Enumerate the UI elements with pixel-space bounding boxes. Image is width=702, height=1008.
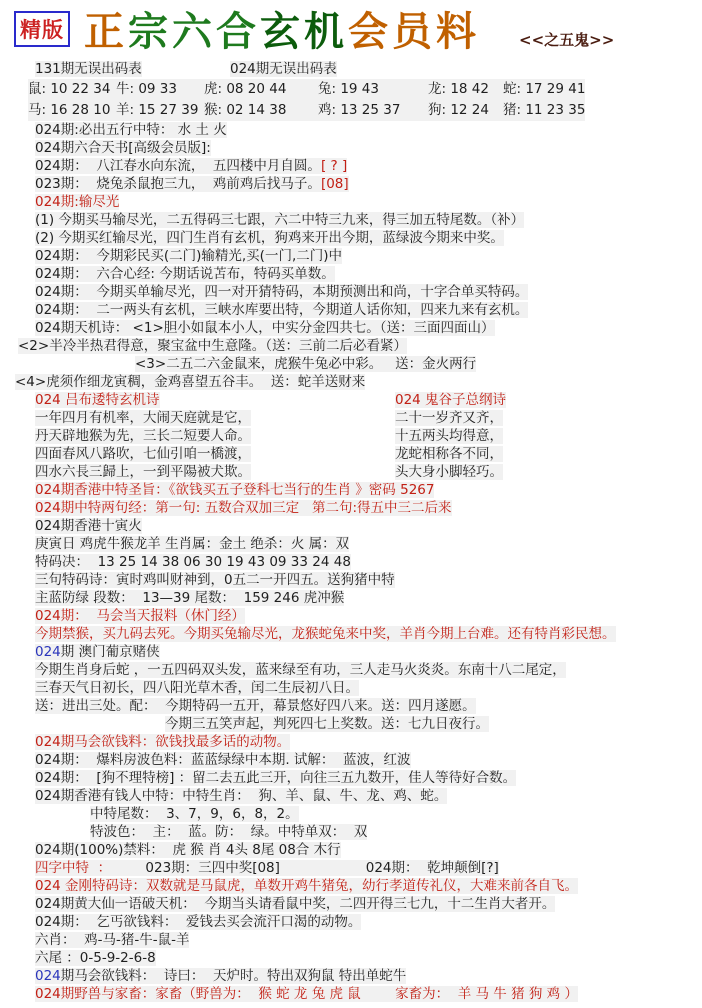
text-line xyxy=(35,751,702,769)
poem-guiguzi xyxy=(380,391,506,481)
text-line xyxy=(35,517,702,535)
text-run: 024期香港十寅火 xyxy=(35,518,142,534)
text-line xyxy=(35,175,702,193)
text-run: 期 澳门葡京赌侠 xyxy=(60,644,160,660)
title-char: 会 xyxy=(348,9,392,55)
text-run: 024期： 今期买单输尽光，四一对开猜特码，本期预测出和尚，十字合单买特码。 xyxy=(35,284,529,300)
text-run: 024期:输尽光 xyxy=(35,194,120,210)
text-run: 中特尾数： 3、7，9，6，8，2。 xyxy=(90,806,299,822)
text-run: 四字中特 ： xyxy=(35,860,112,876)
text-line xyxy=(90,805,702,823)
text-run: 特码决： 13 25 14 38 06 30 19 43 09 33 24 48 xyxy=(35,554,351,570)
text-run: 024期中特两句经：第一句: 五数合双加三定 第二句:得五中三二后来 xyxy=(35,500,452,516)
text-line xyxy=(35,247,702,265)
text-run: 024 xyxy=(35,968,61,984)
edition-label: <<之五鬼>> xyxy=(519,31,615,49)
text-run: 024期(100%)禁料： 虎 猴 肖 4头 8尾 08合 木行 xyxy=(35,842,341,858)
text-line xyxy=(395,409,506,427)
text-line xyxy=(35,499,702,517)
zodiac-cell: 猪: 11 23 35 xyxy=(503,100,585,121)
zodiac-cell: 龙: 18 42 xyxy=(428,79,503,100)
zodiac-row xyxy=(28,100,702,121)
text-line xyxy=(35,427,380,445)
text-run: 024期： 八江春水向东流， 五四楼中月自圆。 xyxy=(35,158,321,174)
text-run: 三春天气日初长，四八阳光草木香，闰二生辰初八日。 xyxy=(35,680,359,696)
text-line xyxy=(35,589,702,607)
text-run: 024期： 乞丐欲钱料： 爱钱去买会流汗口渴的动物。 xyxy=(35,914,362,930)
text-line xyxy=(35,625,702,643)
poem-guiguzi-lines xyxy=(395,409,506,481)
text-run: 丹天辟地猴为先，三长二短要人命。 xyxy=(35,428,251,444)
edition-badge: 精版 xyxy=(14,11,70,47)
title-char: 员 xyxy=(392,9,436,55)
text-line xyxy=(35,985,702,1003)
text-line xyxy=(35,877,702,895)
zodiac-cell: 羊: 15 27 39 xyxy=(116,100,204,121)
text-run: (1) 今期买马输尽光，二五得码三七跟，六二中特三九来，得三加五特尾数。（补） xyxy=(35,212,525,228)
text-run: 庚寅日 鸡虎牛猴龙羊 生肖属：金土 绝杀：火 属：双 xyxy=(35,536,350,552)
text-line xyxy=(395,427,506,445)
text-run: 023期： 烧兔杀鼠抱三九， 鸡前鸡后找马子。 xyxy=(35,176,321,192)
text-line xyxy=(35,913,702,931)
text-run: 024期天机诗： <1>胆小如鼠本小人，中实分金四共七。（送：三面四面山） xyxy=(35,320,495,336)
text-line xyxy=(35,931,702,949)
title-char: 六 xyxy=(172,9,216,55)
text-line xyxy=(35,301,702,319)
text-run: 四面春风八路吹，七仙引咱一橋渡， xyxy=(35,446,251,462)
text-run: 四水六長三歸上，一到平陽被犬欺。 xyxy=(35,464,251,480)
text-run: <2>半冷半热君得意，聚宝盆中生意隆。（送：三前二后必看紧） xyxy=(18,338,407,354)
text-run: 024期： 六合心经: 今期话说苫布，特码买单数。 xyxy=(35,266,335,282)
text-line xyxy=(35,571,702,589)
text-line xyxy=(35,409,380,427)
text-line xyxy=(35,157,702,175)
text-line xyxy=(35,697,702,715)
text-run: 头大身小脚轻巧。 xyxy=(395,464,503,480)
zodiac-cell: 鸡: 13 25 37 xyxy=(318,100,428,121)
text-line xyxy=(35,139,702,157)
text-run: 023期：三四中奖[08] xyxy=(111,860,280,876)
text-run: 024期野兽与家畜：家畜（野兽为： 猴 蛇 龙 兔 虎 鼠 家畜为： 羊 马 牛 猪 狗 鸡 ） xyxy=(35,986,578,1002)
text-line xyxy=(90,823,702,841)
text-run: 今期禁猴，买九码去死。今期买兔输尽光，龙猴蛇兔来中奖，羊肖今期上台难。还有特肖彩民想。 xyxy=(35,626,616,642)
title-char: 机 xyxy=(304,9,348,55)
text-line xyxy=(35,265,702,283)
text-run: 主蓝防绿 段数： 13—39 尾数： 159 246 虎冲猴 xyxy=(35,590,345,606)
zodiac-number-table xyxy=(0,79,702,121)
code-table-left-title: 131期无误出码表 xyxy=(35,61,142,77)
text-run: (2) 今期买红输尽光，四门生肖有玄机，狗鸡来开出今期，蓝绿波今期来中奖。 xyxy=(35,230,504,246)
text-line xyxy=(35,319,702,337)
text-run: 十五两头均得意， xyxy=(395,428,503,444)
text-line xyxy=(35,679,702,697)
text-line xyxy=(35,283,702,301)
zodiac-cell: 蛇: 17 29 41 xyxy=(503,79,585,100)
text-line xyxy=(35,661,702,679)
text-run: [08] xyxy=(320,176,349,192)
text-run: 024期马会欲钱料：欲钱找最多话的动物。 xyxy=(35,734,291,750)
text-run: 024期六合天书[高级会员版]: xyxy=(35,140,211,156)
text-line xyxy=(35,193,702,211)
poem-lvbu-lines xyxy=(35,409,380,481)
zodiac-row xyxy=(28,79,702,100)
text-line xyxy=(35,553,702,571)
text-line xyxy=(35,859,702,877)
title-char: 料 xyxy=(436,9,480,55)
text-line xyxy=(35,895,702,913)
title-char: 宗 xyxy=(128,9,172,55)
text-line xyxy=(35,787,702,805)
text-line xyxy=(35,445,380,463)
text-run: 送：进出三处。配： 今期特码一五开，幕景悠好四八来。送：四月遂愿。 xyxy=(35,698,476,714)
poem-lvbu-title: 024 吕布逶特玄机诗 xyxy=(35,392,160,408)
zodiac-cell: 马: 16 28 10 xyxy=(28,100,116,121)
code-table-right-title: 024期无误出码表 xyxy=(230,61,337,77)
code-table-headers xyxy=(0,60,702,79)
text-line xyxy=(135,355,702,373)
content-lines-bottom xyxy=(0,481,702,1003)
zodiac-cell: 狗: 12 24 xyxy=(428,100,503,121)
text-line xyxy=(35,229,702,247)
text-line xyxy=(35,733,702,751)
text-line xyxy=(35,841,702,859)
text-run: 一年四月有机率，大闹天庭就是它， xyxy=(35,410,251,426)
zodiac-cell: 虎: 08 20 44 xyxy=(204,79,318,100)
text-run: 今期三五笑声起，判死四七上奖数。送：七九日夜行。 xyxy=(165,716,489,732)
text-run: 六肖： 鸡-马-猪-牛-鼠-羊 xyxy=(35,932,190,948)
title-char: 合 xyxy=(216,9,260,55)
poem-guiguzi-title: 024 鬼谷子总纲诗 xyxy=(395,392,507,408)
text-line xyxy=(395,463,506,481)
text-line xyxy=(35,463,380,481)
text-line xyxy=(35,211,702,229)
zodiac-cell: 猴: 02 14 38 xyxy=(204,100,318,121)
header xyxy=(0,0,702,56)
zodiac-cell: 鼠: 10 22 34 xyxy=(28,79,116,100)
text-line xyxy=(165,715,702,733)
text-line xyxy=(35,607,702,625)
text-run: 特波色： 主： 蓝。防： 绿。中特单双： 双 xyxy=(90,824,368,840)
zodiac-cell: 牛: 09 33 xyxy=(116,79,204,100)
text-run: 今期生肖身后蛇 ，一五四码双头发，蓝来绿至有功，三人走马火炎炎。东南十八二尾定， xyxy=(35,662,566,678)
text-line xyxy=(395,445,506,463)
text-run: <3>二五二六金鼠来，虎猴牛兔必中彩。 送：金火两行 xyxy=(135,356,477,372)
text-run: 024期香港有钱人中特：中特生肖： 狗、羊、鼠、牛、龙、鸡、蛇。 xyxy=(35,788,448,804)
text-line xyxy=(35,121,702,139)
text-line xyxy=(35,481,702,499)
text-line xyxy=(18,337,702,355)
text-run: 024期:必出五行中特： 水 土 火 xyxy=(35,122,227,138)
poem-lvbu xyxy=(35,391,380,481)
text-run: 024期： 乾坤颠倒[?] xyxy=(279,860,499,876)
text-line xyxy=(35,967,702,985)
poem-section xyxy=(0,391,702,481)
zodiac-cell: 兔: 19 43 xyxy=(318,79,428,100)
text-run: 024期黄大仙一语破天机： 今期当头请看鼠中奖，二四开得三七九，十二生肖大者开。 xyxy=(35,896,556,912)
text-run: 024期香港中特圣旨：《欲钱买五子登科七当行的生肖 》密码 5267 xyxy=(35,482,435,498)
text-line xyxy=(35,535,702,553)
text-run: 024 xyxy=(35,644,61,660)
text-run: 024期： 爆料房波色料：蓝蓝绿绿中本期. 试解： 蓝波，红波 xyxy=(35,752,411,768)
text-run: 六尾 ：0-5-9-2-6-8 xyxy=(35,950,156,966)
text-run: 024期： 今期彩民买(二门)输精光,买(一门,二门)中 xyxy=(35,248,342,264)
text-run: 024 金刚特码诗：双数就是马鼠虎，单数开鸡牛猪兔，幼行孝道传礼仪，大难来前各自飞。 xyxy=(35,878,579,894)
text-run: 龙蛇相称各不同， xyxy=(395,446,503,462)
page-title xyxy=(84,0,480,57)
title-char: 玄 xyxy=(260,9,304,55)
text-run: 024期： 二一两头有玄机，三峡水库要出特，今期道人话你知，四来九来有玄机。 xyxy=(35,302,529,318)
text-run: 024期： [狗不理特榜] ：留二去五此三开，向往三五九数开，佳人等待好合数。 xyxy=(35,770,517,786)
text-run: 期马会欲钱料： 诗曰： 天炉时。特出双狗鼠 特出单蛇牛 xyxy=(60,968,407,984)
text-line xyxy=(35,949,702,967)
text-run: 024期： 马会当天报料（休门经） xyxy=(35,608,245,624)
text-run: <4>虎须作细龙寅稠，金鸡喜望五谷丰。 送：蛇羊送财来 xyxy=(15,374,366,390)
text-run: 三句特码诗：寅时鸡叫财神到，0五二一开四五。送狗猪中特 xyxy=(35,572,395,588)
title-char: 正 xyxy=(84,9,128,55)
content-lines-top xyxy=(0,121,702,391)
text-run: 二十一岁齐又齐， xyxy=(395,410,503,426)
text-line xyxy=(15,373,702,391)
text-line xyxy=(35,643,702,661)
text-run: [ ? ] xyxy=(320,158,348,174)
text-line xyxy=(35,769,702,787)
